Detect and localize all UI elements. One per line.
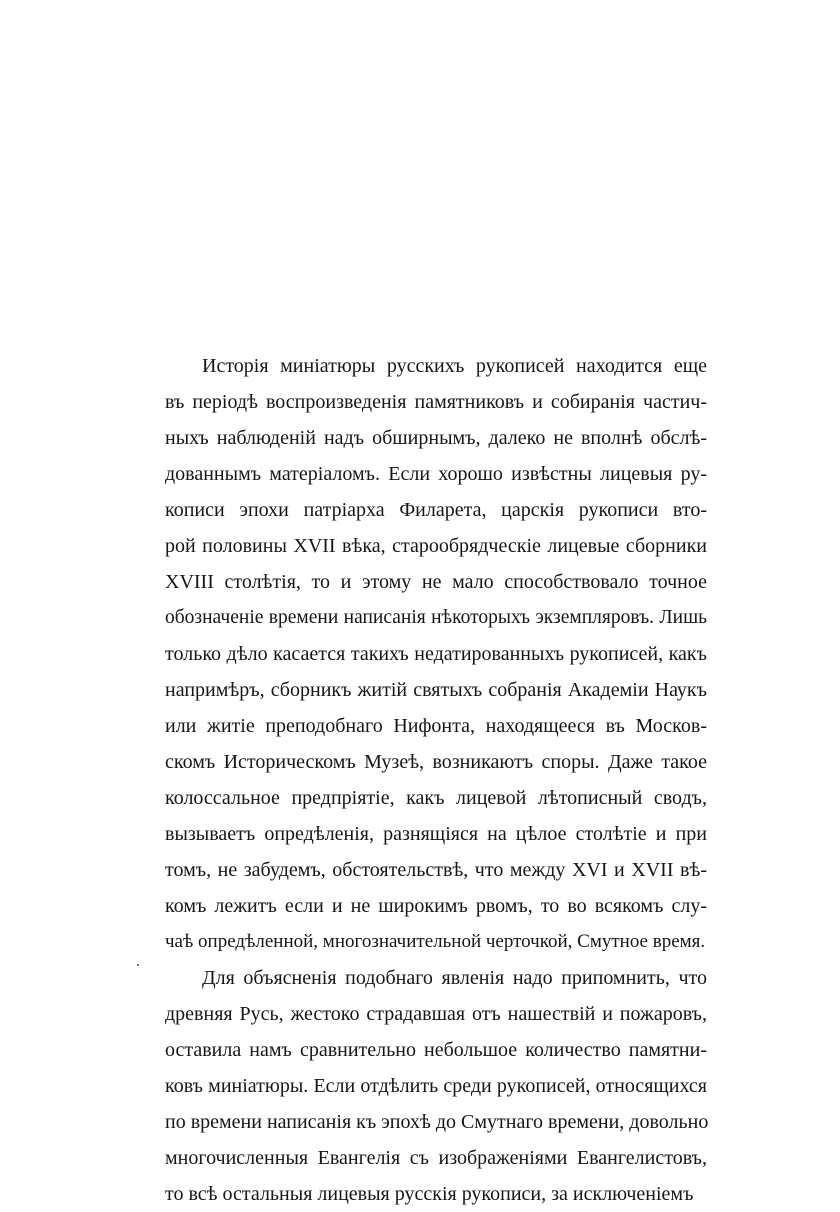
paragraph-1 [165,348,707,960]
paragraph-2 [165,960,707,1212]
text-line: вызываетъ опредѣленія, разнящіяся на цѣлое столѣтіе и при [165,823,707,845]
text-line: томъ, не забудемъ, обстоятельствѣ, что между XVI и XVII вѣ- [165,859,707,881]
text-line: то всѣ остальныя лицевыя русскія рукописи, за исключеніемъ [165,1183,694,1205]
text-line: многочисленныя Евангелія съ изображеніями Евангелистовъ, [165,1147,707,1169]
text-line: обозначеніе времени написанія нѣкоторыхъ экземпляровъ. Лишь [165,607,707,628]
text-line: ковъ миніатюры. Если отдѣлить среди рукописей, относящихся [165,1075,707,1097]
text-line: комъ лежитъ если и не широкимъ рвомъ, то во всякомъ слу- [165,895,707,917]
text-line: или житіе преподобнаго Нифонта, находящееся въ Москов- [165,715,707,737]
text-line: по времени написанія къ эпохѣ до Смутнаго времени, довольно [165,1111,709,1133]
text-line: дованнымъ матеріаломъ. Если хорошо извѣстны лицевыя ру- [165,463,707,485]
text-line: напримѣръ, сборникъ житій святыхъ собранія Академіи Наукъ [165,679,707,701]
text-line: Исторія миніатюры русскихъ рукописей находится еще [202,355,707,377]
text-line: ныхъ наблюденій надъ обширнымъ, далеко не вполнѣ обслѣ- [165,427,707,449]
text-line: Для объясненія подобнаго явленія надо припомнить, что [202,967,707,989]
text-line: колоссальное предпріятіе, какъ лицевой лѣтописный сводъ, [165,787,707,809]
text-line: въ періодѣ воспроизведенія памятниковъ и собиранія частич- [165,391,707,413]
text-line: оставила намъ сравнительно небольшое количество памятни- [165,1039,707,1061]
text-line: только дѣло касается такихъ недатированныхъ рукописей, какъ [165,643,707,665]
text-line: кописи эпохи патріарха Филарета, царскія рукописи вто- [165,499,707,521]
text-line: скомъ Историческомъ Музеѣ, возникаютъ споры. Даже такое [165,751,707,773]
text-line: XVIII столѣтія, то и этому не мало способствовало точное [165,571,707,593]
text-line: рой половины XVII вѣка, старообрядческіе лицевые сборники [165,535,707,557]
text-line: древняя Русь, жестоко страдавшая отъ нашествій и пожаровъ, [165,1003,707,1025]
body-text [165,348,707,1212]
print-speck [137,964,139,966]
text-line: чаѣ опредѣленной, многозначительной черточкой, Смутное время. [165,931,706,952]
